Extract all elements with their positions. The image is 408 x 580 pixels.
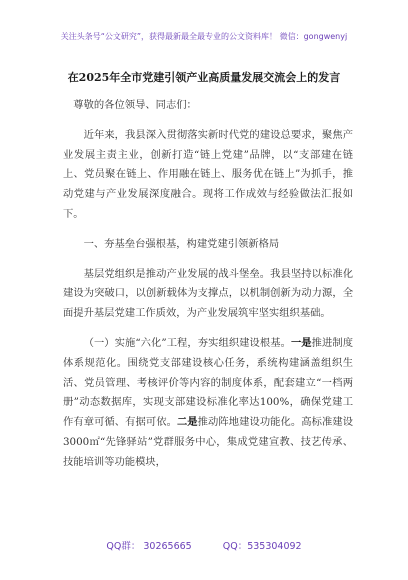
section-heading: 一、夯基垒台强根基，构建党建引领新格局 [83,237,280,250]
intro-paragraph: 近年来，我县深入贯彻落实新时代党的建设总要求，聚焦产业发展主责主业，创新打造“链上党建”品牌，以“支部建在链上、党员聚在链上、作用融在链上、服务优在链上”为抓手，推动党建与产业发展深度融合。现将工作成效与经验做法汇报如下。 [63,128,353,220]
item-one-bold-first: 一是 [290,336,312,349]
item-one-text-second: 推动阵地建设功能化。高标准建设3000㎡“先锋驿站”党群服务中心，集成党建宣教、技艺传承、技能培训等功能模块， [63,416,353,468]
document-title: 在2025年全市党建引领产业高质量发展交流会上的发言 [67,71,341,84]
item-one-text-first: 推进制度体系规范化。围绕党支部建设核心任务，系统构建涵盖组织生活、党员管理、考核评价等内容的制度体系，配套建立“一档两册”动态数据库，实现支部建设标准化率达100%，确保党建工作有章可循、有据可依。 [63,336,354,429]
item-one-lead: （一）实施“六化”工程，夯实组织建设根基。 [83,336,291,349]
document-body [63,96,353,483]
item-one-paragraph [63,334,353,473]
header-promo-note: 关注头条号“公文研究”，获得最新最全最专业的公文资料库！ 微信：gongwenyj [60,32,348,41]
footer-qq: QQ：535304092 [222,541,302,552]
salutation: 尊敬的各位领导、同志们： [73,99,197,111]
section-paragraph: 基层党组织是推动产业发展的战斗堡垒。我县坚持以标准化建设为突破口，以创新载体为支撑点，以机制创新为动力源，全面提升基层党建工作质效，为产业发展筑牢坚实组织基础。 [63,267,353,320]
item-one-bold-second: 二是 [176,416,198,429]
footer-qq-group: QQ群： 30265665 [106,541,192,552]
footer-contact [0,538,408,552]
